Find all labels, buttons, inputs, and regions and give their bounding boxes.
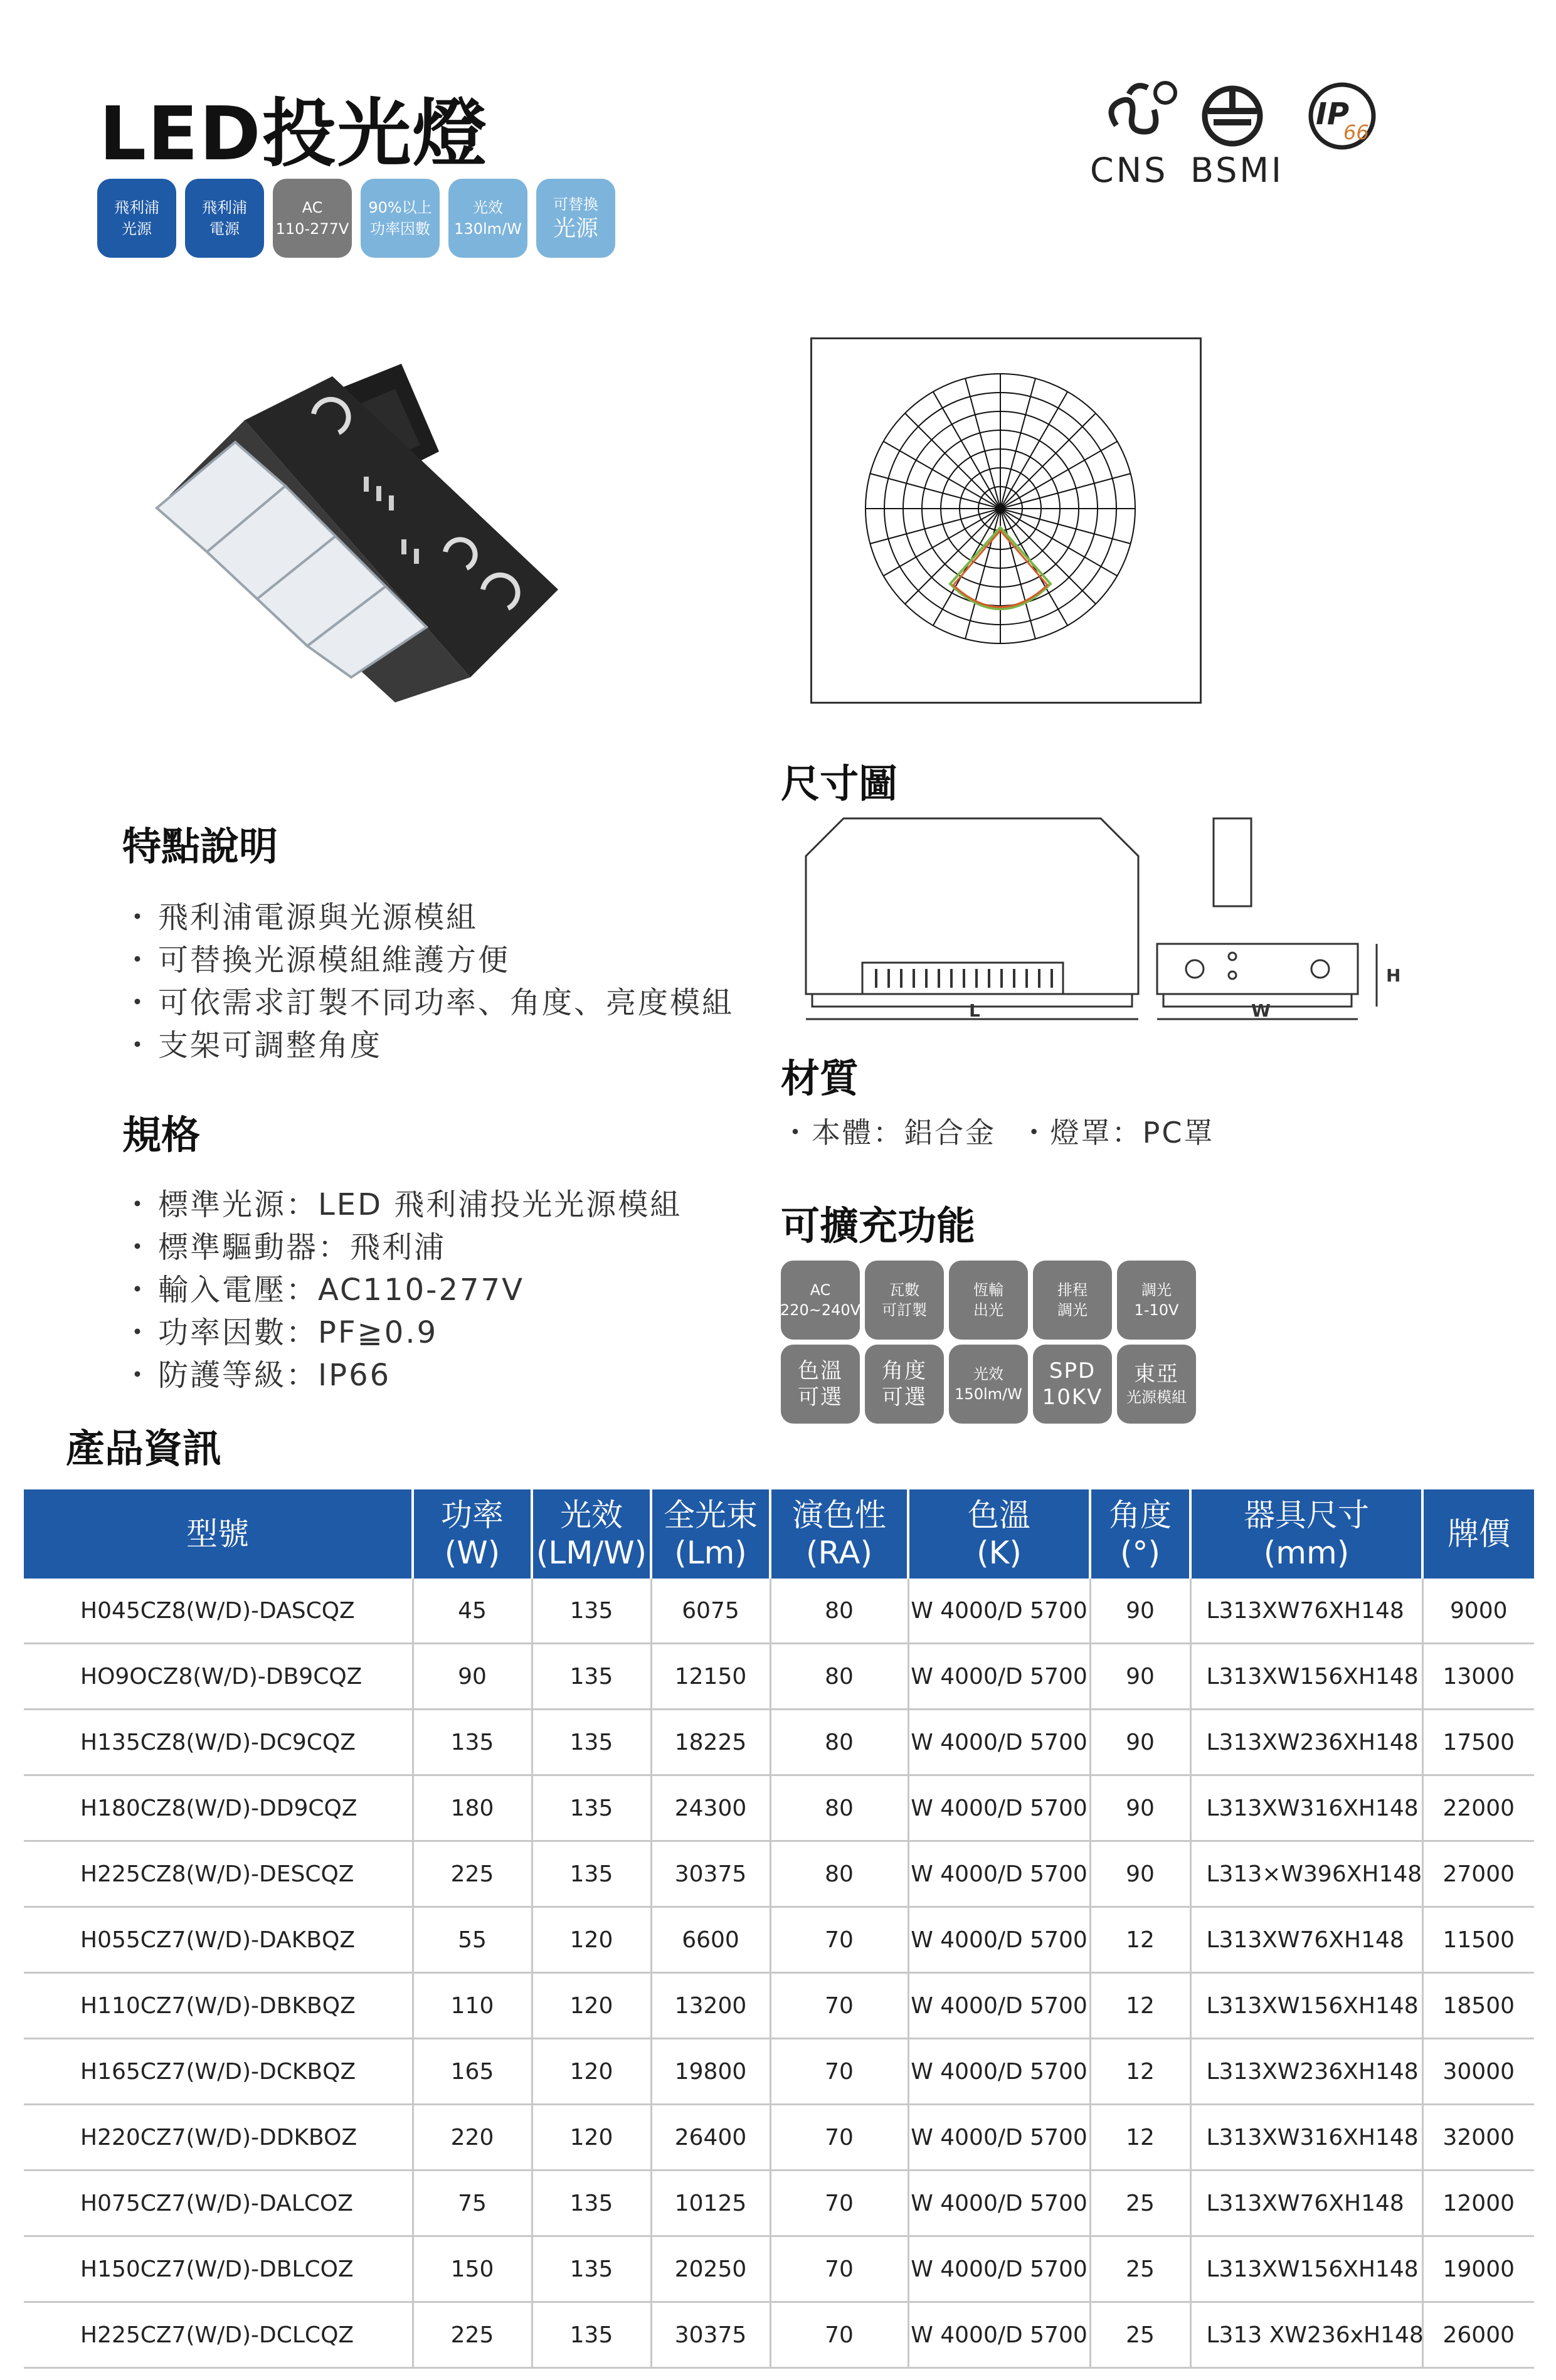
table-cell: H220CZ7(W/D)-DDKBOZ [24,2105,413,2171]
feature-item: ・ 飛利浦電源與光源模組 [122,896,734,939]
table-cell: 26400 [651,2105,770,2171]
table-cell: L313XW76XH148 [1190,2171,1422,2236]
ext-line: 東亞 [1134,1362,1179,1387]
table-cell: 27000 [1422,1841,1534,1907]
table-cell: W 4000/D 5700 [908,2039,1090,2105]
table-cell: 90 [1090,1579,1190,1644]
ext-cell [1033,1261,1112,1340]
spec-item: ・ 標準光源：LED 飛利浦投光光源模組 [122,1183,682,1226]
badge-line: 可替換 [553,196,598,213]
ext-cell [949,1345,1028,1424]
table-cell: W 4000/D 5700 [908,1973,1090,2039]
table-cell: 120 [532,1973,651,2039]
table-cell: W 4000/D 5700 [908,1841,1090,1907]
material-bullet: ・ [1019,1116,1051,1150]
table-cell: 20250 [651,2236,770,2302]
table-cell: L313XW236XH148 [1190,2039,1422,2105]
ext-line: AC [810,1281,831,1299]
table-cell: 135 [532,2236,651,2302]
feature-badges [97,179,615,258]
feature-item: ・ 支架可調整角度 [122,1024,734,1067]
table-cell: 135 [532,1710,651,1775]
table-cell: 70 [770,2171,908,2236]
badge-line: 光效 [473,199,503,216]
badge-line: 飛利浦 [202,199,247,216]
dimension-svg [787,806,1414,1032]
dimension-heading: 尺寸圖 [781,761,898,807]
feature-item: ・ 可替換光源模組維護方便 [122,939,734,981]
dim-label-w: W [1251,1000,1271,1021]
table-cell: 75 [413,2171,532,2236]
svg-text:IP: IP [1316,97,1350,132]
table-cell: 22000 [1422,1775,1534,1841]
ip66-icon [1311,85,1373,147]
table-cell: W 4000/D 5700 [908,1644,1090,1710]
table-cell: 120 [532,2039,651,2105]
table-cell: H150CZ7(W/D)-DBLCOZ [24,2236,413,2302]
table-cell: 135 [532,1644,651,1710]
badge-line: 電源 [209,220,240,238]
table-cell: H110CZ7(W/D)-DBKBQZ [24,1973,413,2039]
badge-line: 光源 [122,220,152,238]
cert-cns-label: CNS [1090,151,1168,190]
table-cell: 32000 [1422,2105,1534,2171]
table-cell: 70 [770,2302,908,2368]
ext-line: 光效 [973,1365,1003,1383]
light-distribution-diagram [810,337,1202,704]
table-cell: H225CZ8(W/D)-DESCQZ [24,1841,413,1907]
header-cell: 牌價 [1422,1489,1534,1579]
ext-line: 光源模組 [1126,1388,1187,1406]
table-cell: 80 [770,1579,908,1644]
extensions-grid [781,1261,1196,1424]
table-cell: 135 [532,2171,651,2236]
table-cell: 70 [770,2105,908,2171]
table-cell: 120 [532,2105,651,2171]
header-cell: 色溫 (K) [908,1489,1090,1579]
table-cell: 6075 [651,1579,770,1644]
table-cell: L313×W396XH148 [1190,1841,1422,1907]
header-cell: 角度 (°) [1090,1489,1190,1579]
table-cell: W 4000/D 5700 [908,2105,1090,2171]
table-cell: L313XW316XH148 [1190,1775,1422,1841]
table-cell: 13000 [1422,1644,1534,1710]
table-cell: 30375 [651,2302,770,2368]
table-cell: W 4000/D 5700 [908,2236,1090,2302]
table-cell: H135CZ8(W/D)-DC9CQZ [24,1710,413,1775]
table-cell: 135 [532,2302,651,2368]
table-row [24,1841,1534,1907]
table-cell: 18500 [1422,1973,1534,2039]
table-cell: 110 [413,1973,532,2039]
products-table [24,1489,1534,2369]
table-cell: 12 [1090,1973,1190,2039]
ext-line: 10KV [1042,1385,1103,1410]
ext-line: 150lm/W [955,1385,1022,1403]
ext-line: 排程 [1057,1281,1088,1299]
certification-logos [1085,69,1380,194]
cert-bsmi-label: BSMI [1190,151,1284,190]
table-row [24,1973,1534,2039]
table-cell: H055CZ7(W/D)-DAKBQZ [24,1907,413,1973]
table-cell: 12 [1090,2039,1190,2105]
table-cell: W 4000/D 5700 [908,1579,1090,1644]
page-title: LED投光燈 [99,90,488,177]
table-cell: 12 [1090,2105,1190,2171]
badge-line: 飛利浦 [114,199,159,216]
table-cell: 225 [413,1841,532,1907]
table-cell: H180CZ8(W/D)-DD9CQZ [24,1775,413,1841]
ext-line: 出光 [973,1301,1003,1319]
svg-text:66: 66 [1343,120,1369,144]
table-cell: 70 [770,1907,908,1973]
table-cell: H225CZ7(W/D)-DCLCQZ [24,2302,413,2368]
ext-cell [865,1261,944,1340]
table-cell: 90 [1090,1775,1190,1841]
header-cell: 演色性 (RA) [770,1489,908,1579]
table-cell: 70 [770,2039,908,2105]
header-cell: 全光束 (Lm) [651,1489,770,1579]
ext-line: 角度 [882,1358,927,1383]
material-list [781,1110,1214,1151]
spec-item: ・ 輸入電壓：AC110-277V [122,1269,682,1311]
table-cell: 18225 [651,1710,770,1775]
table-cell: 26000 [1422,2302,1534,2368]
table-cell: 10125 [651,2171,770,2236]
table-cell: 180 [413,1775,532,1841]
table-cell: 90 [413,1644,532,1710]
badge-philips-light [97,179,176,258]
table-cell: L313XW156XH148 [1190,2236,1422,2302]
header-cell: 光效 (LM/W) [532,1489,651,1579]
ext-line: 恆輸 [973,1281,1003,1299]
table-cell: 17500 [1422,1710,1534,1775]
ext-line: 1-10V [1134,1301,1179,1319]
badge-line: 光源 [553,216,598,241]
badge-line: AC [302,199,323,216]
table-row [24,2302,1534,2368]
floodlight-image [132,351,583,702]
table-cell: 9000 [1422,1579,1534,1644]
table-cell: 165 [413,2039,532,2105]
table-cell: 30375 [651,1841,770,1907]
ext-line: 色溫 [798,1358,843,1383]
table-cell: W 4000/D 5700 [908,2302,1090,2368]
ext-line: 調光 [1057,1301,1088,1319]
features-list [122,896,734,1067]
dimension-drawing [787,806,1414,1032]
spec-list [122,1183,682,1397]
table-body [24,1579,1534,2368]
table-cell: 150 [413,2236,532,2302]
table-cell: 25 [1090,2236,1190,2302]
table-cell: 70 [770,2236,908,2302]
table-cell: L313 XW236xH148 [1190,2302,1422,2368]
table-cell: 135 [413,1710,532,1775]
dim-label-h: H [1386,965,1401,986]
table-row [24,2105,1534,2171]
table-cell: 45 [413,1579,532,1644]
ext-line: 220~240V [780,1301,861,1319]
ext-cell [1117,1261,1196,1340]
badge-line: 130lm/W [454,220,522,238]
table-row [24,2039,1534,2105]
table-cell: L313XW76XH148 [1190,1907,1422,1973]
material-bullet: ・ [781,1116,812,1150]
polar-plot [812,339,1200,702]
header-cell: 器具尺寸 (mm) [1190,1489,1422,1579]
ext-cell [1033,1345,1112,1424]
table-cell: 120 [532,1907,651,1973]
table-row [24,2236,1534,2302]
products-heading: 產品資訊 [66,1425,222,1471]
table-cell: 225 [413,2302,532,2368]
ext-line: 瓦數 [889,1281,919,1299]
cert-icons [1085,69,1380,194]
ext-cell [949,1261,1028,1340]
table-cell: W 4000/D 5700 [908,1907,1090,1973]
table-cell: 135 [532,1775,651,1841]
feature-item: ・ 可依需求訂製不同功率、角度、亮度模組 [122,981,734,1024]
table-cell: W 4000/D 5700 [908,1775,1090,1841]
ext-cell [865,1345,944,1424]
ext-cell [781,1261,860,1340]
table-cell: HO9OCZ8(W/D)-DB9CQZ [24,1644,413,1710]
table-cell: 80 [770,1841,908,1907]
spec-item: ・ 標準驅動器：飛利浦 [122,1226,682,1269]
material-item: 本體：鋁合金 [812,1116,996,1150]
table-cell: 25 [1090,2302,1190,2368]
ext-cell [781,1345,860,1424]
spec-heading: 規格 [122,1112,201,1158]
badge-line: 110-277V [275,220,349,238]
badge-voltage [273,179,352,258]
table-cell: 19800 [651,2039,770,2105]
extensions-heading: 可擴充功能 [781,1203,976,1249]
table-cell: H165CZ7(W/D)-DCKBQZ [24,2039,413,2105]
table-cell: 70 [770,1973,908,2039]
table-cell: H075CZ7(W/D)-DALCOZ [24,2171,413,2236]
spec-item: ・ 防護等級：IP66 [122,1354,682,1397]
badge-replaceable [536,179,615,258]
badge-line: 功率因數 [370,220,430,238]
table-row [24,1579,1534,1644]
table-row [24,1907,1534,1973]
badge-philips-driver [185,179,264,258]
badge-efficacy [448,179,527,258]
table-cell: 90 [1090,1644,1190,1710]
table-cell: W 4000/D 5700 [908,1710,1090,1775]
table-cell: 220 [413,2105,532,2171]
table-cell: L313XW156XH148 [1190,1973,1422,2039]
table-cell: H045CZ8(W/D)-DASCQZ [24,1579,413,1644]
bsmi-icon [1205,88,1260,144]
product-photo [132,351,583,702]
table-row [24,1710,1534,1775]
table-cell: L313XW76XH148 [1190,1579,1422,1644]
ext-line: 可選 [798,1385,843,1410]
table-cell: 90 [1090,1841,1190,1907]
table-cell: 80 [770,1710,908,1775]
table-cell: 6600 [651,1907,770,1973]
ext-line: SPD [1049,1358,1096,1383]
cns-icon [1111,83,1175,132]
table-row [24,1644,1534,1710]
table-cell: 11500 [1422,1907,1534,1973]
ext-cell [1117,1345,1196,1424]
table-header-row [24,1489,1534,1579]
table-row [24,2171,1534,2236]
table-cell: 80 [770,1644,908,1710]
table-cell: 13200 [651,1973,770,2039]
features-section [122,815,734,1067]
spec-item: ・ 功率因數：PF≧0.9 [122,1311,682,1354]
table-cell: L313XW156XH148 [1190,1644,1422,1710]
table-cell: 30000 [1422,2039,1534,2105]
spec-section [122,1104,682,1397]
ext-line: 調光 [1141,1281,1172,1299]
header-cell: 功率 (W) [413,1489,532,1579]
material-item: 燈罩：PC罩 [1050,1116,1215,1150]
badge-line: 90%以上 [368,199,432,216]
table-cell: 12 [1090,1907,1190,1973]
dim-label-l: L [969,1000,980,1021]
table-cell: 12150 [651,1644,770,1710]
table-cell: W 4000/D 5700 [908,2171,1090,2236]
table-cell: 80 [770,1775,908,1841]
table-cell: 55 [413,1907,532,1973]
table-cell: 135 [532,1579,651,1644]
table-row [24,1775,1534,1841]
table-cell: 19000 [1422,2236,1534,2302]
ext-line: 可選 [882,1385,927,1410]
header-cell: 型號 [24,1489,413,1579]
table-cell: 25 [1090,2171,1190,2236]
table-cell: L313XW236XH148 [1190,1710,1422,1775]
ext-line: 可訂製 [882,1301,927,1319]
table-cell: 24300 [651,1775,770,1841]
table-cell: 135 [532,1841,651,1907]
table-cell: 90 [1090,1710,1190,1775]
features-heading: 特點說明 [122,823,278,869]
table-cell: L313XW316XH148 [1190,2105,1422,2171]
table-cell: 12000 [1422,2171,1534,2236]
material-heading: 材質 [781,1055,859,1101]
badge-power-factor [361,179,440,258]
